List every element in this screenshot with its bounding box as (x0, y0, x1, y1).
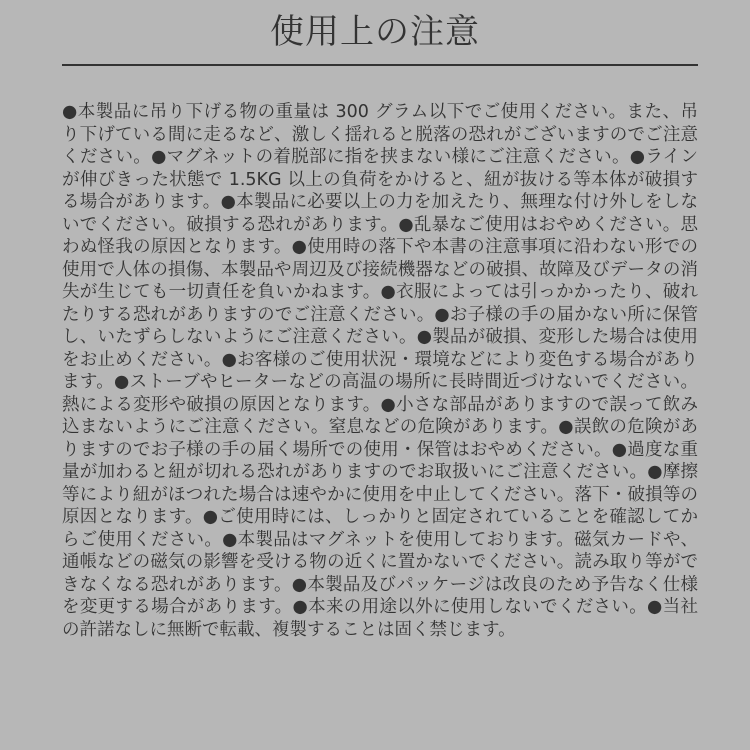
page-title: 使用上の注意 (270, 12, 480, 52)
title-divider (62, 64, 698, 66)
notice-body-text: ●本製品に吊り下げる物の重量は 300 グラム以下でご使用ください。また、吊り下げている間に走るなど、激しく揺れると脱落の恐れがございますのでご注意ください。●マグネットの着脱部に指を挟まない様にご注意ください。●ラインが伸びきった状態で 1.5KG 以上の負荷をかけると、紐が抜ける等本体が破損する場合があります。●本製品に必要以上の力を加えたり、無理な付け外しをしないでください。破損する恐れがあります。●乱暴なご使用はおやめください。思わぬ怪我の原因となります。●使用時の落下や本書の注意事項に沿わない形での使用で人体の損傷、本製品や周辺及び接続機器などの破損、故障及びデータの消失が生じても一切責任を負いかねます。●衣服によっては引っかかったり、破れたりする恐れがありますのでご注意ください。●お子様の手の届かない所に保管し、いたずらしないようにご注意ください。●製品が破損、変形した場合は使用をお止めください。●お客様のご使用状況・環境などにより変色する場合があります。●ストーブやヒーターなどの高温の場所に長時間近づけないでください。熱による変形や破損の原因となります。●小さな部品がありますので誤って飲み込まないようにご注意ください。窒息などの危険があります。●誤飲の危険がありますのでお子様の手の届く場所での使用・保管はおやめください。●過度な重量が加わると紐が切れる恐れがありますのでお取扱いにご注意ください。●摩擦等により紐がほつれた場合は速やかに使用を中止してください。落下・破損等の原因となります。●ご使用時には、しっかりと固定されていることを確認してからご使用ください。●本製品はマグネットを使用しております。磁気カードや、通帳などの磁気の影響を受ける物の近くに置かないでください。読み取り等ができなくなる恐れがあります。●本製品及びパッケージは改良のため予告なく仕様を変更する場合があります。●本来の用途以外に使用しないでください。●当社の許諾なしに無断で転載、複製することは固く禁じます。 (62, 102, 698, 640)
